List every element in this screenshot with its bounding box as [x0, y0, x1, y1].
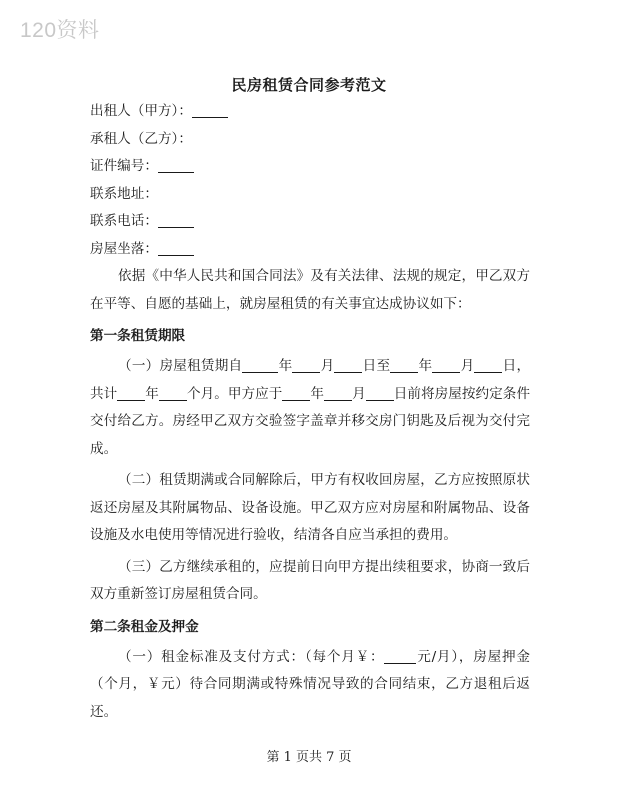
clause-text: 元/月），房屋押金（个月，￥元）待合同期满或特殊情况导致的合同结束，乙方退租后返还。: [90, 648, 531, 720]
day-end-label: 日，: [502, 358, 531, 374]
deliver-year-blank: [282, 384, 310, 401]
year-label: 年: [278, 358, 293, 374]
clause-text: （一）房屋租赁期自: [118, 358, 243, 374]
article-1-heading: 第一条租赁期限: [90, 328, 186, 344]
article-2-clause-1: [90, 644, 530, 727]
intro-paragraph: 依据《中华人民共和国合同法》及有关法律、法规的规定，甲乙双方在平等、自愿的基础上，就房屋租赁的有关事宜达成协议如下：: [90, 268, 530, 312]
before-label: 日前将房屋按约定条件交付给乙方。房经甲乙双方交验签字盖章并移交房门钥匙及后视为交付完成。: [90, 385, 531, 457]
total-year-blank: [117, 384, 145, 401]
article-2-heading: 第二条租金及押金: [90, 618, 199, 635]
field-lessor-label: 出租人（甲方）：: [90, 103, 192, 119]
article-1-clause-3: （三）乙方继续承租的，应提前日向甲方提出续租要求，协商一致后双方重新签订房屋租赁合同。: [90, 558, 530, 602]
end-year-blank: [390, 356, 418, 373]
id-number-blank: [158, 156, 194, 173]
end-month-blank: [432, 356, 460, 373]
year-label: 年: [145, 385, 159, 402]
field-id-number: [90, 153, 530, 181]
field-phone-label: 联系电话：: [90, 213, 158, 229]
field-location-label: 房屋坐落：: [90, 240, 158, 257]
start-day-blank: [334, 356, 362, 373]
field-address-label: 联系地址：: [90, 185, 158, 202]
location-blank: [158, 239, 194, 256]
field-lessor: [90, 98, 530, 126]
deliver-day-blank: [366, 384, 394, 401]
total-label: 共计: [90, 385, 118, 402]
page-footer: 第 1 页共 7 页: [266, 750, 352, 765]
year-label: 年: [418, 358, 433, 374]
start-month-blank: [292, 356, 320, 373]
field-lessee: [90, 126, 530, 154]
field-address: [90, 181, 530, 209]
clause-text: （一）租金标准及支付方式：（每个月￥：: [118, 648, 385, 665]
document-title: 民房租赁合同参考范文: [231, 76, 387, 94]
rent-amount-blank: [384, 647, 416, 664]
field-id-number-label: 证件编号：: [90, 158, 158, 174]
start-year-blank: [242, 356, 278, 373]
lessor-blank: [192, 101, 228, 118]
article-1-clause-1: [90, 353, 530, 463]
month-label: 月: [460, 358, 475, 374]
month-label: 月: [352, 385, 366, 402]
field-phone: [90, 208, 530, 236]
deliver-month-blank: [324, 384, 352, 401]
end-day-blank: [474, 356, 502, 373]
watermark: 120资料: [20, 19, 100, 42]
day-to-label: 日至: [362, 358, 391, 374]
phone-blank: [158, 211, 194, 228]
year-label: 年: [310, 385, 325, 402]
total-month-blank: [159, 384, 187, 401]
document-body: [90, 98, 530, 726]
month-label: 月: [320, 358, 335, 374]
months-label: 个月。甲方应于: [186, 385, 283, 402]
field-lessee-label: 承租人（乙方）：: [90, 130, 192, 147]
field-location: [90, 236, 530, 264]
article-1-clause-2: （二）租赁期满或合同解除后，甲方有权收回房屋，乙方应按照原状返还房屋及其附属物品、设备设施。甲乙双方应对房屋和附属物品、设备设施及水电使用等情况进行验收，结清各自应当承担的费用。: [90, 472, 530, 543]
